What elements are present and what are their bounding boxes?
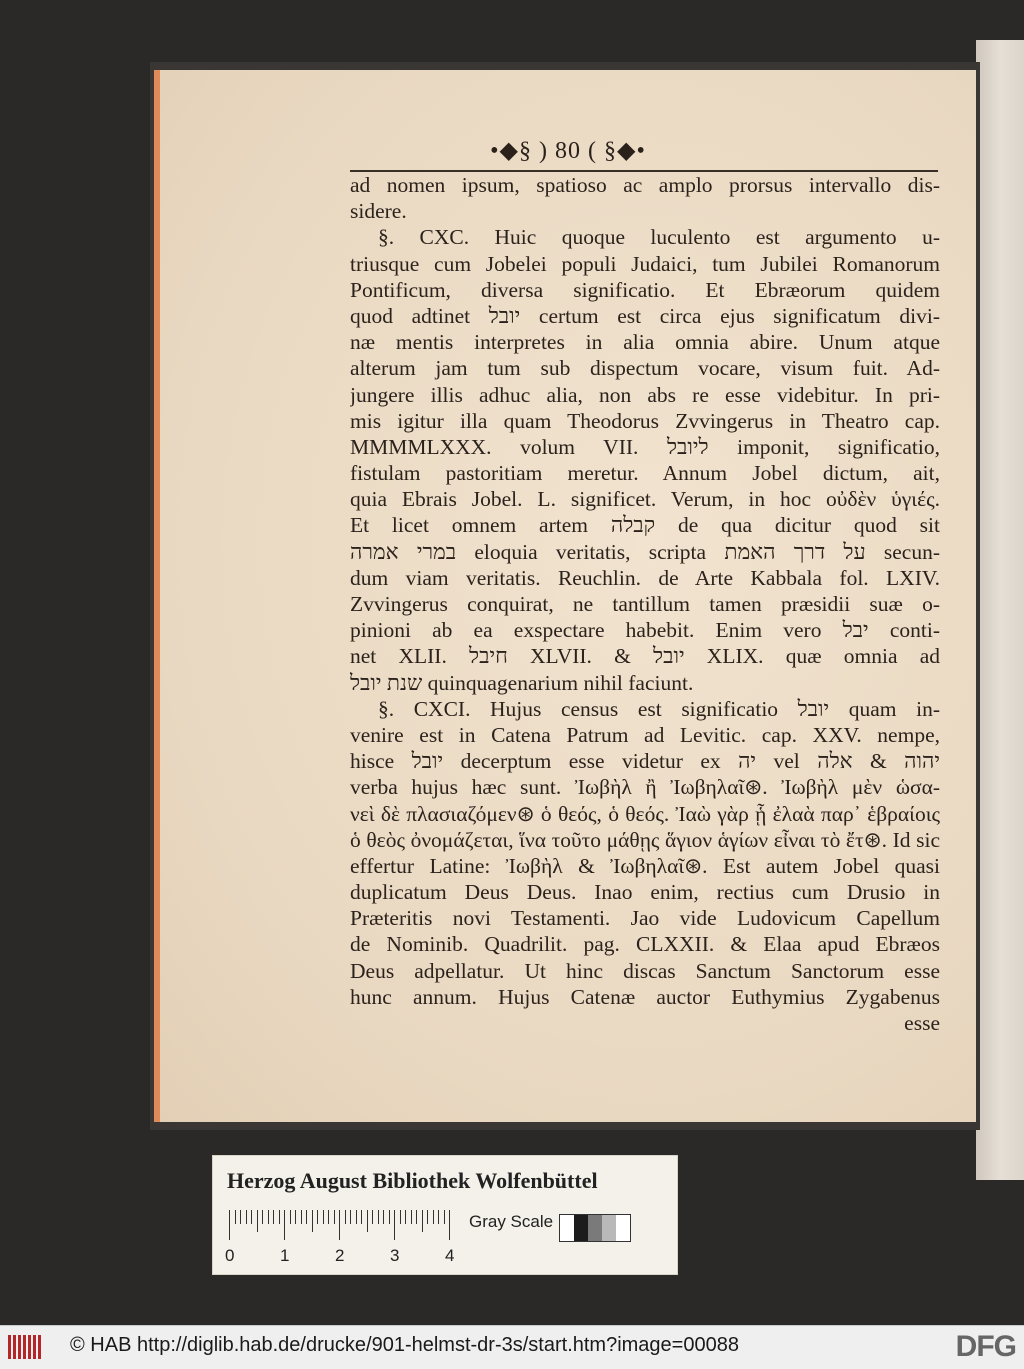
- text-line: Et licet omnem artem קבלה de qua dicitur quod sit: [350, 513, 940, 538]
- text-line: §. CXCI. Hujus census est significatio יובל quam in-: [378, 696, 940, 721]
- logo-bar: [23, 1335, 26, 1359]
- ruler-tick: [356, 1210, 357, 1224]
- gray-scale-label: Gray Scale: [469, 1212, 554, 1231]
- text-line: de Nominib. Quadrilit. pag. CLXXII. & Elaa apud Ebræos: [350, 932, 940, 957]
- ruler-tick: [411, 1210, 412, 1224]
- ruler-tick: [246, 1210, 247, 1224]
- hab-logo-icon: [8, 1335, 44, 1359]
- ruler-tick: [323, 1210, 324, 1224]
- ruler-tick: [405, 1210, 406, 1224]
- ruler-tick: [312, 1210, 313, 1232]
- gray-swatch: [560, 1215, 574, 1241]
- ruler-tick: [317, 1210, 318, 1224]
- ruler-number: 1: [280, 1246, 290, 1265]
- ruler-tick: [268, 1210, 269, 1224]
- logo-bar: [13, 1335, 16, 1359]
- text-line: jungere illis adhuc alia, non abs re esse videbitur. In pri-: [350, 382, 940, 407]
- text-line: pinioni ab ea exspectare habebit. Enim vero יבל conti-: [350, 618, 940, 643]
- ruler-tick: [257, 1210, 258, 1232]
- text-line: effertur Latine: Ἰωβὴλ & Ἰωβηλαῖ⊛. Est autem Jobel quasi: [350, 853, 940, 878]
- ruler-tick: [400, 1210, 401, 1224]
- ruler-tick: [433, 1210, 434, 1224]
- text-line: sidere.: [350, 199, 407, 224]
- ruler-tick: [273, 1210, 274, 1224]
- library-label: [212, 1155, 678, 1275]
- ruler-tick: [240, 1210, 241, 1224]
- text-line: ad nomen ipsum, spatioso ac amplo prorsus intervallo dis-: [350, 173, 940, 197]
- ruler-number: 3: [390, 1246, 400, 1265]
- ruler-tick: [438, 1210, 439, 1224]
- ruler-tick: [389, 1210, 390, 1224]
- text-line: hisce יובל decerptum esse videtur ex יה vel יהוה & אלה: [350, 749, 940, 774]
- ruler-tick: [235, 1210, 236, 1224]
- copyright-url[interactable]: © HAB http://diglib.hab.de/drucke/901-helmst-dr-3s/start.htm?image=00088: [70, 1334, 739, 1356]
- logo-bar: [8, 1335, 11, 1359]
- text-line: quod adtinet יובל certum est circa ejus significatum divi-: [350, 303, 940, 328]
- ruler-tick: [383, 1210, 384, 1224]
- ruler-tick: [361, 1210, 362, 1224]
- text-line: dum viam veritatis. Reuchlin. de Arte Kabbala fol. LXIV.: [350, 565, 940, 590]
- ruler-tick: [378, 1210, 379, 1224]
- text-line: verba hujus hæc sunt. Ἰωβὴλ ἢ Ἰωβηλαῖ⊛. Ἰωβὴλ μὲν ὡσα-: [350, 775, 940, 800]
- ruler-tick: [279, 1210, 280, 1224]
- text-line: §. CXC. Huic quoque luculento est argumento u-: [378, 225, 940, 250]
- gray-swatch: [602, 1215, 616, 1241]
- ruler-tick: [394, 1210, 395, 1240]
- adjacent-leaf: [976, 40, 1024, 1180]
- text-line: duplicatum Deus Deus. Inao enim, rectius cum Drusio in: [350, 880, 940, 905]
- text-line: triusque cum Jobelei populi Judaici, tum Jubilei Romanorum: [350, 251, 940, 276]
- ruler-tick: [284, 1210, 285, 1240]
- text-line: alterum jam tum sub dispectum vocare, visum fuit. Ad-: [350, 356, 940, 381]
- ruler-tick: [251, 1210, 252, 1224]
- text-line: Zvvingerus conquirat, ne tantillum tamen præsidii suæ o-: [350, 592, 940, 616]
- text-line: fistulam pastoritiam meretur. Annum Jobel dictum, ait,: [350, 461, 940, 486]
- text-line: שנת יובל quinquagenarium nihil faciunt.: [350, 670, 694, 695]
- text-line: venire est in Catena Patrum ad Levitic. cap. XXV. nempe,: [350, 722, 940, 747]
- ruler-tick: [345, 1210, 346, 1224]
- page-number-header: •◆§ ) 80 ( §◆•: [490, 138, 646, 164]
- dfg-logo: DFG: [955, 1330, 1016, 1363]
- text-line: hunc annum. Hujus Catenæ auctor Euthymius Zygabenus: [350, 984, 940, 1009]
- ruler-tick: [427, 1210, 428, 1224]
- ruler-tick: [290, 1210, 291, 1224]
- ruler-tick: [334, 1210, 335, 1224]
- ruler-tick: [449, 1210, 450, 1240]
- text-line: quia Ebrais Jobel. L. significet. Verum, in hoc οὐδὲν ὑγιές.: [350, 487, 940, 512]
- text-line: esse: [904, 1011, 940, 1035]
- text-line: במרי אמרה eloquia veritatis, scripta על דרך האמת secun-: [350, 539, 940, 564]
- text-line: mis igitur illa quam Theodorus Zvvingerus in Theatro cap.: [350, 408, 940, 433]
- ruler-tick: [367, 1210, 368, 1232]
- logo-bar: [28, 1335, 31, 1359]
- ruler-tick: [306, 1210, 307, 1224]
- logo-bar: [33, 1335, 36, 1359]
- gray-swatch: [574, 1215, 588, 1241]
- text-line: net XLII. חיבל XLVII. & יובל XLIX. quæ omnia ad: [350, 644, 940, 669]
- ruler-tick: [416, 1210, 417, 1224]
- ruler-tick: [350, 1210, 351, 1224]
- ruler-tick: [444, 1210, 445, 1224]
- text-line: νεὶ δὲ πλασιαζόμεν⊛ ὁ θεός, ὁ θεός. Ἰαὼ γὰρ ᾗ ἐλαὰ παρ᾽ ἑβραίοις: [350, 801, 940, 826]
- logo-bar: [18, 1335, 21, 1359]
- ruler: [229, 1210, 449, 1240]
- text-line: ὁ θεὸς ὀνομάζεται, ἵνα τοῦτο μάθῃς ἅγιον ἁγίων εἶναι τὸ ἔτ⊛. Id sic: [350, 827, 940, 852]
- ruler-tick: [328, 1210, 329, 1224]
- ruler-number: 0: [225, 1246, 235, 1265]
- ruler-number: 4: [445, 1246, 455, 1265]
- ruler-tick: [422, 1210, 423, 1232]
- text-line: Præteritis novi Testamenti. Jao vide Ludovicum Capellum: [350, 906, 940, 931]
- text-line: MMMMLXXX. volum VII. ליובל imponit, significatio,: [350, 434, 940, 459]
- ruler-number: 2: [335, 1246, 345, 1265]
- ruler-tick: [301, 1210, 302, 1224]
- text-line: Deus adpellatur. Ut hinc discas Sanctum Sanctorum esse: [350, 958, 940, 983]
- book-page: [154, 70, 976, 1122]
- page-text: [350, 172, 940, 1036]
- text-line: Pontificum, diversa significatio. Et Ebræorum quidem: [350, 277, 940, 302]
- gray-scale-bar: [559, 1214, 631, 1242]
- ruler-tick: [295, 1210, 296, 1224]
- ruler-tick: [372, 1210, 373, 1224]
- logo-bar: [38, 1335, 41, 1359]
- gray-swatch: [588, 1215, 602, 1241]
- gray-swatch: [616, 1215, 630, 1241]
- viewer-footer: [0, 1325, 1024, 1369]
- text-line: næ mentis interpretes in alia omnia abire. Unum atque: [350, 330, 940, 355]
- library-name: Herzog August Bibliothek Wolfenbüttel: [227, 1168, 598, 1193]
- ruler-tick: [339, 1210, 340, 1240]
- ruler-tick: [229, 1210, 230, 1240]
- ruler-tick: [262, 1210, 263, 1224]
